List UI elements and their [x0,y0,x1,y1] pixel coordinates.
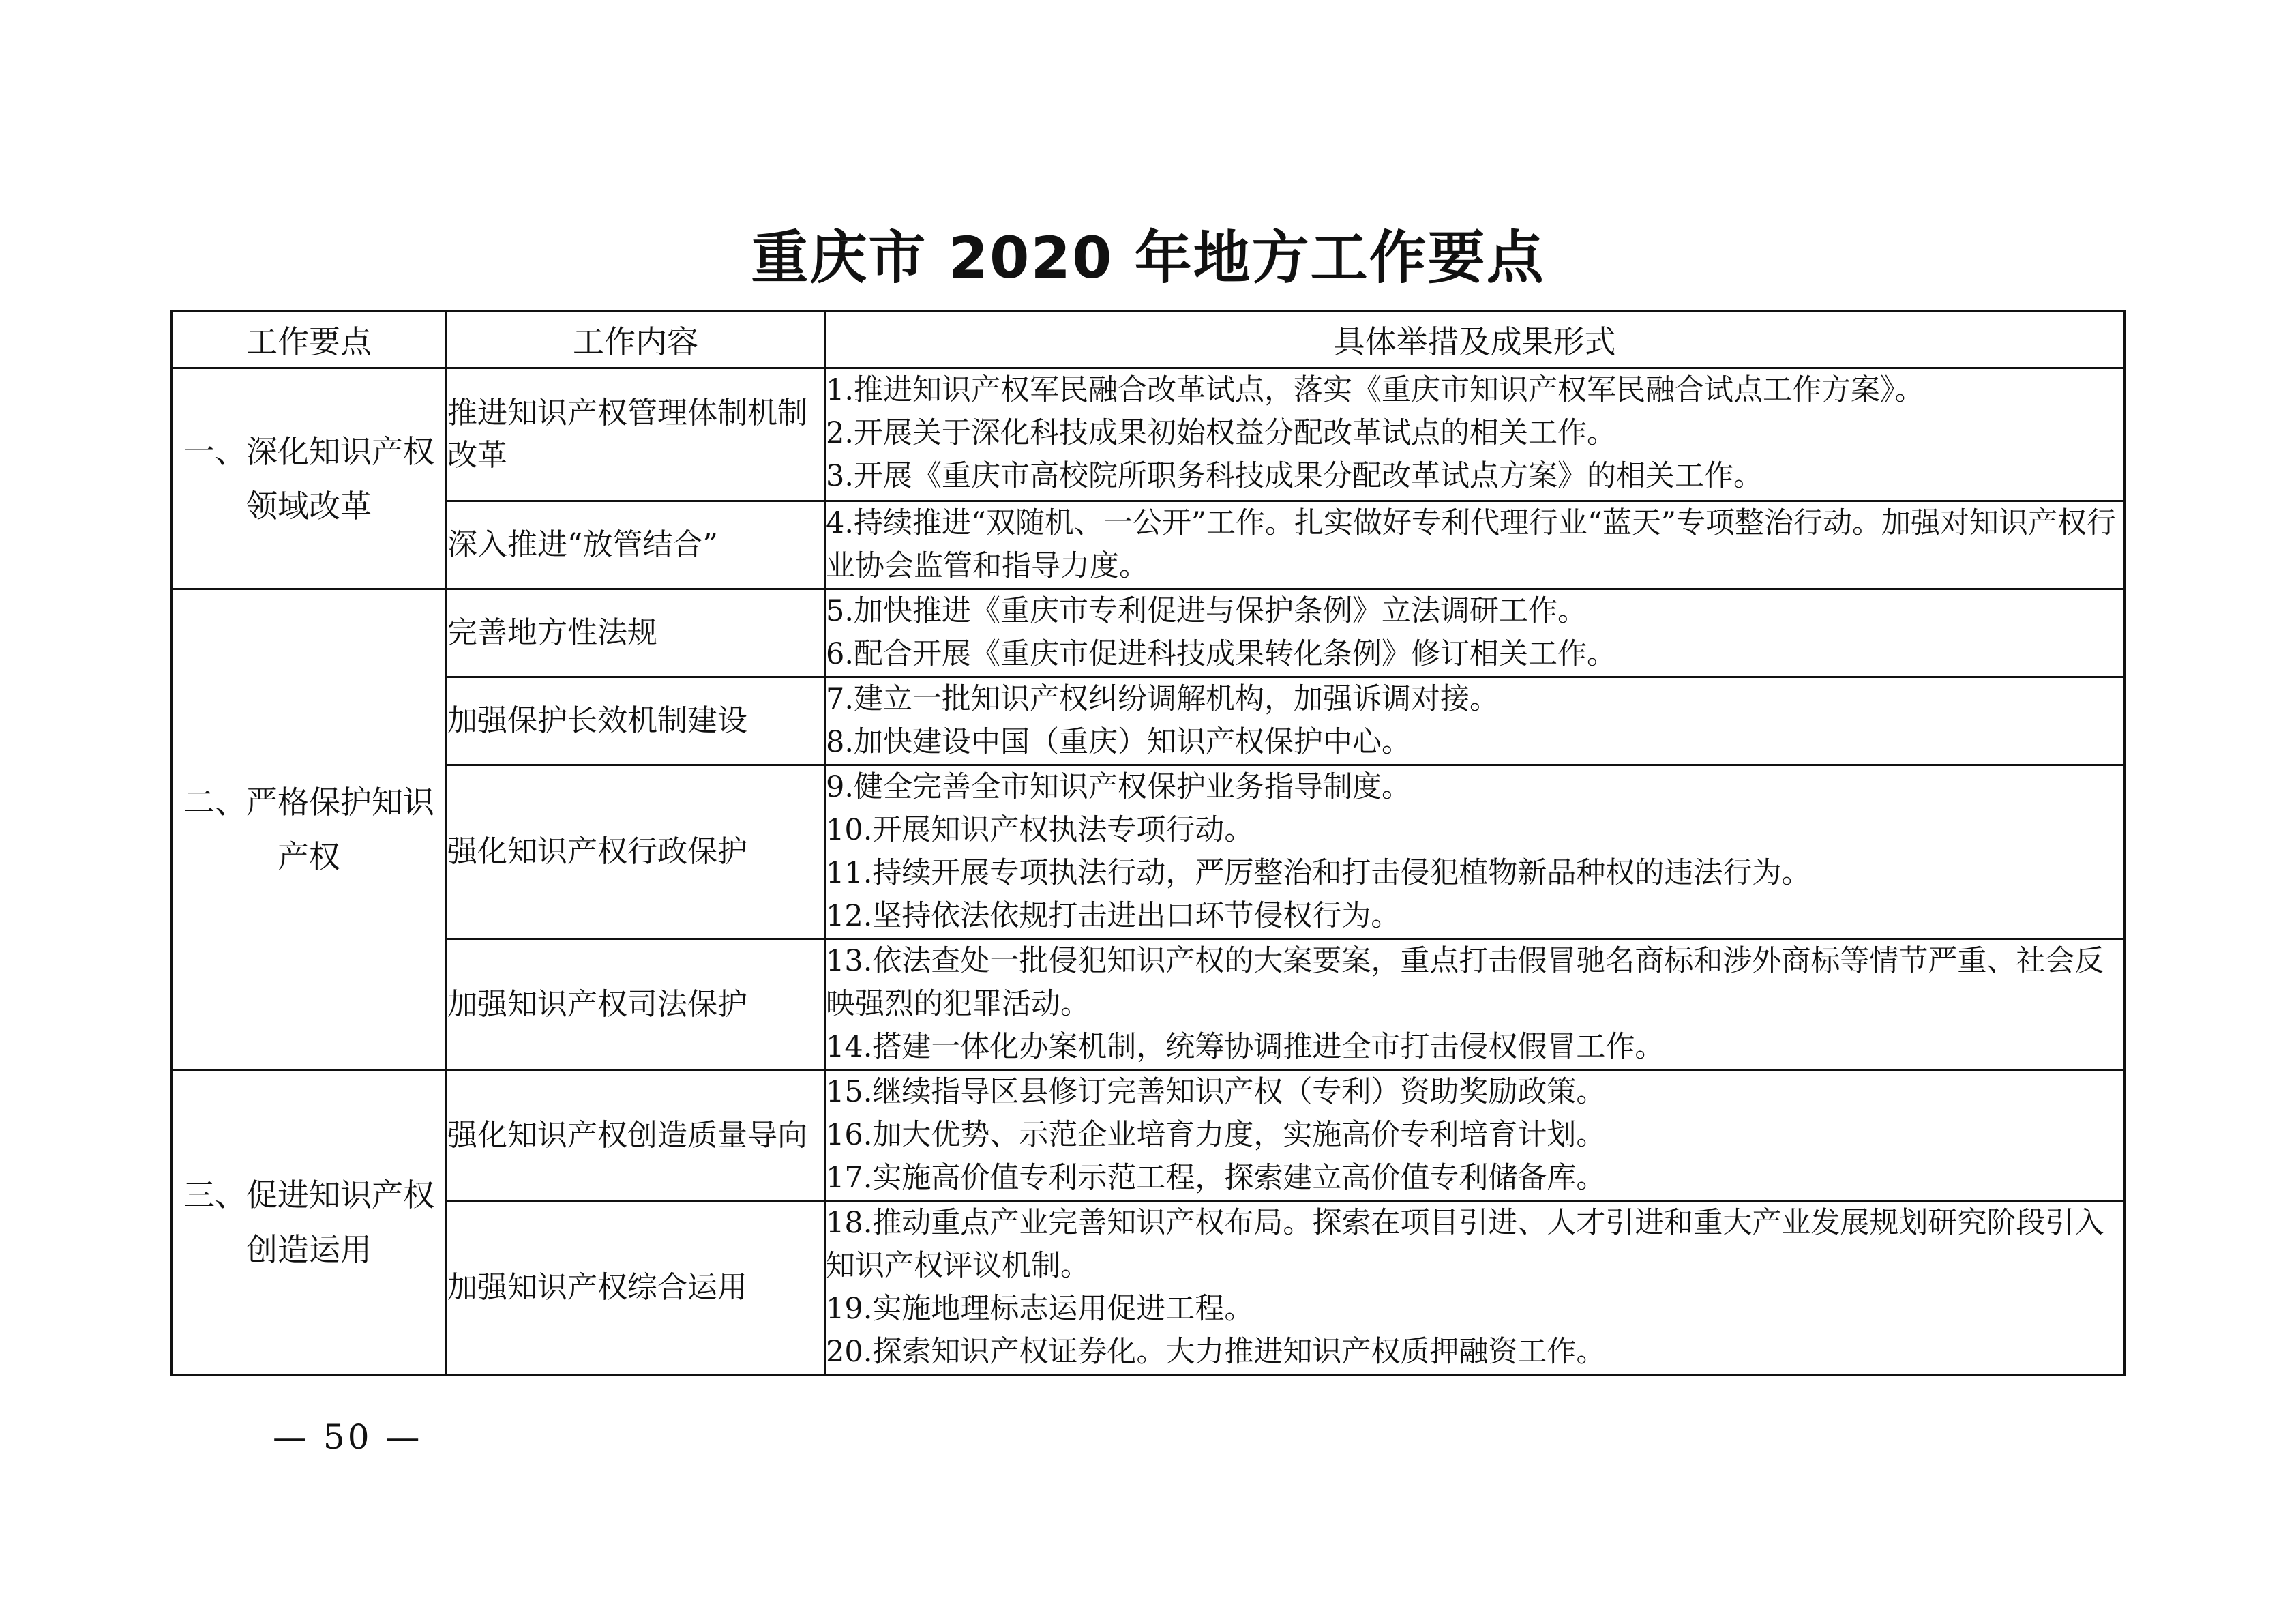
work-content-cell: 加强知识产权综合运用 [447,1201,825,1375]
measures-cell [825,677,2125,765]
page-number: — 50 — [273,1417,423,1457]
work-content-cell: 完善地方性法规 [447,589,825,677]
work-content-cell: 强化知识产权创造质量导向 [447,1070,825,1201]
measure-item: 13.依法查处一批侵犯知识产权的大案要案，重点打击假冒驰名商标和涉外商标等情节严重、社会反映强烈的犯罪活动。 [826,944,2104,1021]
measure-item: 10.开展知识产权执法专项行动。 [826,813,1254,847]
page-title: 重庆市 2020 年地方工作要点 [751,224,1545,291]
measures-cell [825,501,2125,589]
table-row [172,501,2125,589]
table-row [172,368,2125,501]
table-row [172,939,2125,1070]
work-point-cell: 二、严格保护知识产权 [172,589,447,1070]
measure-item: 7.建立一批知识产权纠纷调解机构，加强诉调对接。 [826,682,1500,716]
table-row [172,589,2125,677]
measure-item: 15.继续指导区县修订完善知识产权（专利）资助奖励政策。 [826,1075,1606,1109]
measure-item: 14.搭建一体化办案机制，统筹协调推进全市打击侵权假冒工作。 [826,1030,1665,1064]
table-row [172,765,2125,939]
table-row [172,1201,2125,1375]
measure-item: 1.推进知识产权军民融合改革试点，落实《重庆市知识产权军民融合试点工作方案》。 [826,373,1924,407]
measures-cell [825,589,2125,677]
table-row [172,1070,2125,1201]
measures-cell [825,368,2125,501]
header-point: 工作要点 [172,311,447,368]
header-content: 工作内容 [447,311,825,368]
measure-item: 20.探索知识产权证券化。大力推进知识产权质押融资工作。 [826,1335,1606,1369]
measures-cell [825,1201,2125,1375]
work-content-cell: 推进知识产权管理体制机制改革 [447,368,825,501]
measures-cell [825,1070,2125,1201]
measure-item: 9.健全完善全市知识产权保护业务指导制度。 [826,770,1412,804]
table-row [172,677,2125,765]
measure-item: 3.开展《重庆市高校院所职务科技成果分配改革试点方案》的相关工作。 [826,459,1763,493]
measure-item: 4.持续推进“双随机、一公开”工作。扎实做好专利代理行业“蓝天”专项整治行动。加强对知识产权行业协会监管和指导力度。 [826,506,2116,583]
work-content-cell: 强化知识产权行政保护 [447,765,825,939]
measure-item: 5.加快推进《重庆市专利促进与保护条例》立法调研工作。 [826,594,1587,628]
measure-item: 2.开展关于深化科技成果初始权益分配改革试点的相关工作。 [826,416,1617,450]
work-content-cell: 深入推进“放管结合” [447,501,825,589]
measure-item: 19.实施地理标志运用促进工程。 [826,1292,1254,1326]
work-point-cell: 一、深化知识产权领域改革 [172,368,447,589]
measure-item: 17.实施高价值专利示范工程，探索建立高价值专利储备库。 [826,1161,1606,1195]
table-header-row [172,311,2125,368]
header-measures: 具体举措及成果形式 [825,311,2125,368]
measures-cell [825,939,2125,1070]
measure-item: 11.持续开展专项执法行动，严厉整治和打击侵犯植物新品种权的违法行为。 [826,856,1811,890]
work-plan-table [170,310,2126,1376]
work-content-cell: 加强保护长效机制建设 [447,677,825,765]
measure-item: 18.推动重点产业完善知识产权布局。探索在项目引进、人才引进和重大产业发展规划研究阶段引入知识产权评议机制。 [826,1206,2104,1283]
work-point-cell: 三、促进知识产权创造运用 [172,1070,447,1375]
work-content-cell: 加强知识产权司法保护 [447,939,825,1070]
measure-item: 12.坚持依法依规打击进出口环节侵权行为。 [826,899,1401,933]
measure-item: 6.配合开展《重庆市促进科技成果转化条例》修订相关工作。 [826,637,1617,671]
measures-cell [825,765,2125,939]
measure-item: 8.加快建设中国（重庆）知识产权保护中心。 [826,725,1412,759]
measure-item: 16.加大优势、示范企业培育力度，实施高价专利培育计划。 [826,1118,1606,1152]
